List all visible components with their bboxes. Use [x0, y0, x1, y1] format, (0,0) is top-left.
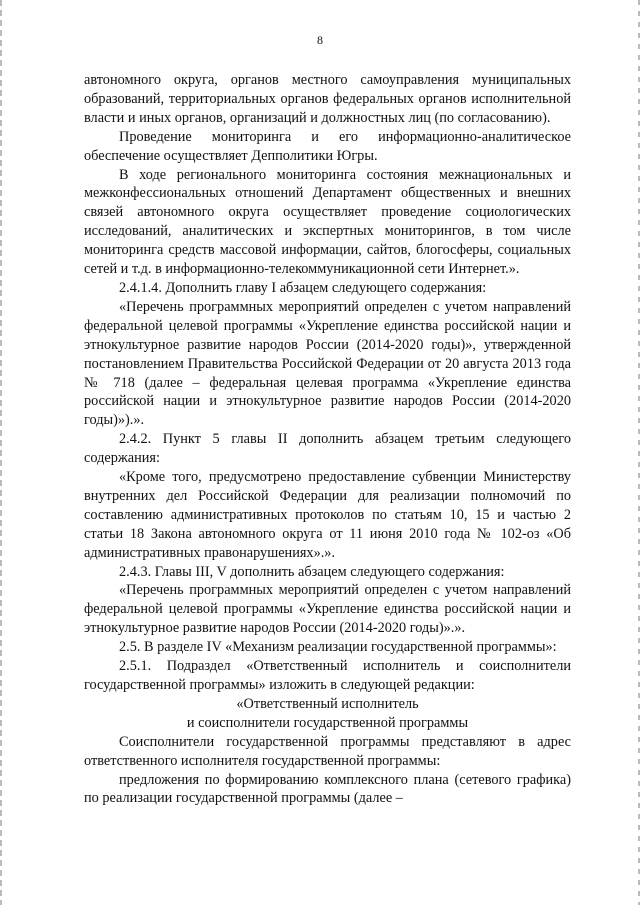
- paragraph-quote-list: «Перечень программных мероприятий определен с учетом направлений федеральной целевой программы «Укрепление единства российской нации и этнокультурное развитие народов России (2014-2020 годы)», утвержденной постановлением Правительства Российской Федерации от 20 августа 2013 года № 718 (далее – федеральная целевая программа «Укрепление единства российской нации и этнокультурное развитие народов России (2014-2020 годы)»).».: [84, 298, 571, 429]
- page-number: 8: [317, 33, 323, 47]
- paragraph-monitoring: Проведение мониторинга и его информационно-аналитическое обеспечение осуществляет Депполитики Югры.: [84, 128, 571, 164]
- scan-edge-left: [0, 0, 2, 905]
- paragraph-proposals: предложения по формированию комплексного плана (сетевого графика) по реализации государственной программы (далее –: [84, 771, 571, 807]
- paragraph-2-4-3: 2.4.3. Главы III, V дополнить абзацем следующего содержания:: [119, 563, 505, 580]
- body-text: [84, 71, 571, 808]
- paragraph-coexecutors: Соисполнители государственной программы представляют в адрес ответственного исполнителя государственной программы:: [84, 733, 571, 769]
- paragraph-continuation: автономного округа, органов местного самоуправления муниципальных образований, территориальных органов федеральных органов исполнительной власти и иных органов, организаций и должностных лиц (по согласованию).: [84, 72, 571, 126]
- paragraph-2-4-2: 2.4.2. Пункт 5 главы II дополнить абзацем третьим следующего содержания:: [84, 431, 571, 467]
- paragraph-regional-monitoring: В ходе регионального мониторинга состояния межнациональных и межконфессиональных отношений Департамент общественных и внешних связей автономного округа осуществляет проведение социологических исследований, аналитических и экспертных мониторингов, в том числе мониторинга средств массовой информации, сайтов, блогосферы, социальных сетей и т.д. в информационно-телекоммуникационной сети Интернет.».: [84, 166, 571, 278]
- paragraph-2-5: 2.5. В разделе IV «Механизм реализации государственной программы»:: [119, 639, 557, 656]
- paragraph-quote-subvention: «Кроме того, предусмотрено предоставление субвенции Министерству внутренних дел Российской Федерации для реализации полномочий по составлению административных протоколов по статьям 10, 15 и частью 2 статьи 18 Закона автономного округа от 11 июня 2010 года № 102-оз «Об административных правонарушениях».».: [84, 469, 571, 561]
- paragraph-2-4-1-4: 2.4.1.4. Дополнить главу I абзацем следующего содержания:: [119, 279, 487, 296]
- paragraph-quote-list-2: «Перечень программных мероприятий определен с учетом направлений федеральной целевой программы «Укрепление единства российской нации и этнокультурное развитие народов России (2014-2020 годы)».».: [84, 582, 571, 637]
- subsection-heading-line-2: и соисполнители государственной программы: [186, 714, 469, 731]
- subsection-heading-line-1: «Ответственный исполнитель: [236, 695, 419, 712]
- paragraph-2-5-1: 2.5.1. Подраздел «Ответственный исполнитель и соисполнители государственной программы» изложить в следующей редакции:: [84, 658, 571, 693]
